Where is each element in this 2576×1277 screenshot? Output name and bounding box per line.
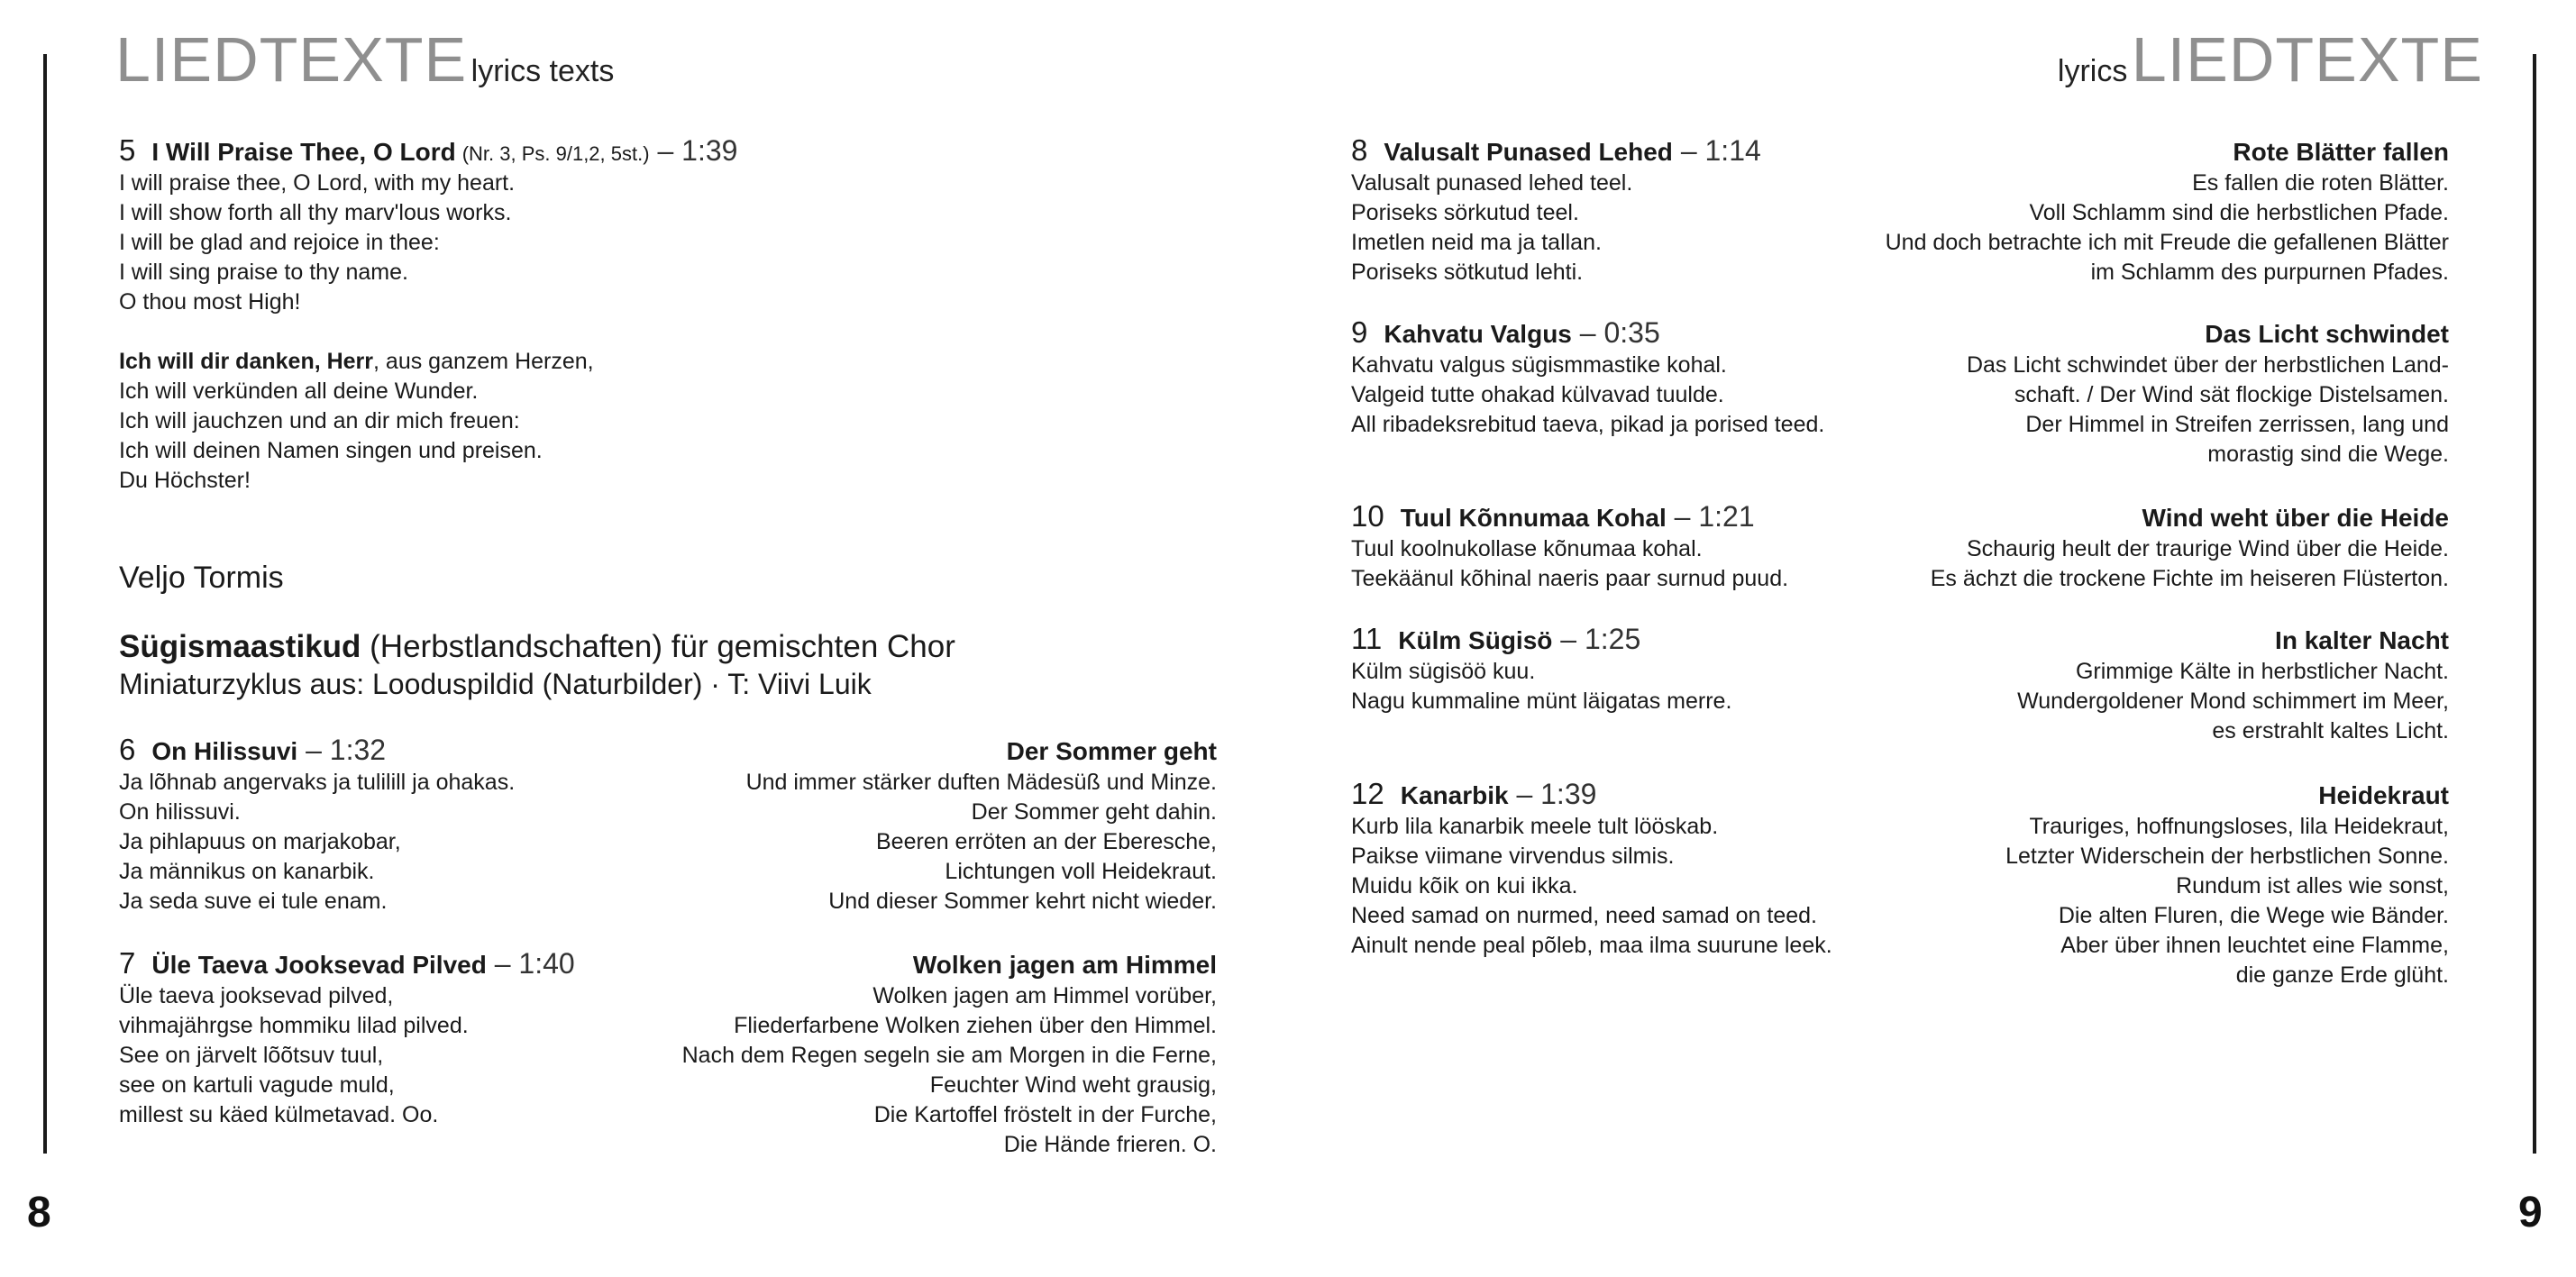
lyric-line: Kahvatu valgus sügismmastike kohal.: [1351, 352, 1727, 378]
song-10-header: 10 Tuul Kõnnumaa Kohal – 1:21 Wind weht über die Heide: [1351, 499, 2449, 533]
lyric-line: Und dieser Sommer kehrt nicht wieder.: [828, 889, 1217, 914]
header-liedtexte: LIEDTEXTE: [115, 24, 468, 95]
page-number-left: 8: [27, 1189, 51, 1236]
lyric-line: Aber über ihnen leuchtet eine Flamme,: [2060, 933, 2449, 958]
header-liedtexte: LIEDTEXTE: [2131, 24, 2483, 95]
cycle-title: Sügismaastikud (Herbstlandschaften) für gemischten Chor: [119, 629, 955, 664]
song-8-estonian-lines: [1351, 169, 1632, 287]
lyric-line: Imetlen neid ma ja tallan.: [1351, 230, 1602, 255]
song-6-estonian-lines: [119, 768, 515, 917]
lyric-line: Külm sügisöö kuu.: [1351, 659, 1536, 684]
song-duration: 1:39: [1540, 778, 1597, 810]
song-12-german-title: Heidekraut: [2318, 781, 2449, 809]
song-duration: 1:40: [518, 947, 575, 980]
lyric-line: morastig sind die Wege.: [2207, 442, 2449, 467]
lyric-line: Die Kartoffel fröstelt in der Furche,: [873, 1102, 1217, 1127]
header-lyrics: lyrics: [2057, 54, 2128, 88]
lyric-line: Nach dem Regen segeln sie am Morgen in die Ferne,: [681, 1043, 1217, 1068]
lyric-line: Teekäänul kõhinal naeris paar surnud puud.: [1351, 566, 1789, 591]
lyric-line: Feuchter Wind weht grausig,: [929, 1072, 1217, 1098]
song-8-german-lines: [1886, 169, 2449, 287]
header-lyrics-texts: lyrics texts: [470, 54, 615, 88]
song-12-estonian-lines: [1351, 812, 1832, 990]
lyric-line: On hilissuvi.: [119, 799, 241, 825]
lyric-line: Valusalt punased lehed teel.: [1351, 170, 1633, 196]
lyric-line: Und doch betrachte ich mit Freude die gefallenen Blätter: [1885, 230, 2449, 255]
lyric-line: Need samad on nurmed, need samad on teed.: [1351, 903, 1818, 928]
lyric-line: Valgeid tutte ohakad külvavad tuulde.: [1351, 382, 1724, 407]
lyric-line: Ich will jauchzen und an dir mich freuen:: [119, 408, 520, 433]
song-duration: 1:32: [329, 734, 387, 766]
lyric-line: Tuul koolnukollase kõnumaa kohal.: [1351, 536, 1703, 561]
song-6: [119, 734, 1217, 917]
song-11-german-lines: [2017, 657, 2449, 746]
lyric-line: Ja seda suve ei tule enam.: [119, 889, 388, 914]
song-number: 5: [119, 133, 136, 167]
lyric-line: millest su käed külmetavad. Oo.: [119, 1102, 439, 1127]
lyric-line: Trauriges, hoffnungsloses, lila Heidekraut,: [2029, 814, 2449, 839]
song-10-estonian-lines: [1351, 534, 1788, 594]
lyric-line: Üle taeva jooksevad pilved,: [119, 983, 394, 1008]
lyric-line: Schaurig heult der traurige Wind über die Heide.: [1966, 536, 2449, 561]
cycle-block: [119, 628, 955, 702]
song-title: Kanarbik: [1400, 781, 1509, 809]
song-duration: 1:25: [1584, 623, 1641, 655]
song-title: Tuul Kõnnumaa Kohal: [1400, 504, 1667, 532]
lyric-line: Ja männikus on kanarbik.: [119, 859, 375, 884]
song-7: [119, 948, 1217, 1160]
lyric-line: im Schlamm des purpurnen Pfades.: [2090, 260, 2449, 285]
lyric-line: I will sing praise to thy name.: [119, 260, 408, 285]
song-8: [1351, 135, 2449, 287]
song-6-german-lines: [746, 768, 1217, 917]
lyric-line: see on kartuli vagude muld,: [119, 1072, 395, 1098]
lyric-line: Die alten Fluren, die Wege wie Bänder.: [2058, 903, 2449, 928]
song-6-german-title: Der Sommer geht: [1006, 737, 1217, 765]
song-reference: (Nr. 3, Ps. 9/1,2, 5st.): [461, 142, 650, 165]
song-9-german-lines: [1967, 351, 2449, 470]
lyric-line: O thou most High!: [119, 289, 301, 315]
song-5-german-first-line: Ich will dir danken, Herr, aus ganzem Herzen,: [119, 349, 594, 374]
song-5-english-lines: [119, 169, 1201, 317]
lyric-line: vihmajährgse hommiku lilad pilved.: [119, 1013, 469, 1038]
song-title: Kahvatu Valgus: [1384, 320, 1572, 348]
page-number-right: 9: [2518, 1189, 2543, 1236]
song-8-german-title: Rote Blätter fallen: [2233, 138, 2449, 166]
lyric-line: See on järvelt lõõtsuv tuul,: [119, 1043, 384, 1068]
right-margin-rule: [2533, 54, 2536, 1154]
song-title: Külm Sügisö: [1398, 626, 1553, 654]
lyric-line: Ainult nende peal põleb, maa ilma suurune leek.: [1351, 933, 1832, 958]
lyric-line: Ja lõhnab angervaks ja tulilill ja ohakas.: [119, 770, 516, 795]
lyric-line: Ja pihlapuus on marjakobar,: [119, 829, 401, 854]
lyric-line: die ganze Erde glüht.: [2235, 962, 2449, 988]
left-margin-rule: [43, 54, 47, 1154]
lyric-line: I will be glad and rejoice in thee:: [119, 230, 440, 255]
lyric-line: Du Höchster!: [119, 468, 251, 493]
lyric-line: es erstrahlt kaltes Licht.: [2212, 718, 2449, 743]
song-duration: 1:39: [681, 134, 738, 167]
song-12-header: 12 Kanarbik – 1:39 Heidekraut: [1351, 777, 2449, 810]
cycle-subtitle: Miniaturzyklus aus: Looduspildid (Naturbilder) · T: Viivi Luik: [119, 668, 872, 700]
lyric-line: Voll Schlamm sind die herbstlichen Pfade.: [2029, 200, 2449, 225]
lyric-line: Und immer stärker duften Mädesüß und Minze.: [745, 770, 1217, 795]
lyric-line: Der Himmel in Streifen zerrissen, lang und: [2025, 412, 2449, 437]
song-9-german-title: Das Licht schwindet: [2205, 320, 2449, 348]
lyric-line: Lichtungen voll Heidekraut.: [945, 859, 1217, 884]
song-6-header: 6 On Hilissuvi – 1:32 Der Sommer geht: [119, 733, 1217, 766]
lyric-line: Wundergoldener Mond schimmert im Meer,: [2017, 689, 2449, 714]
lyric-line: Das Licht schwindet über der herbstlichen Land-: [1966, 352, 2449, 378]
song-title: Valusalt Punased Lehed: [1384, 138, 1673, 166]
lyric-line: Es fallen die roten Blätter.: [2192, 170, 2449, 196]
lyric-line: Ich will verkünden all deine Wunder.: [119, 379, 479, 404]
song-title: I Will Praise Thee, O Lord: [151, 138, 456, 166]
song-7-estonian-lines: [119, 981, 469, 1160]
right-header: [2058, 23, 2483, 96]
lyric-line: Letzter Widerschein der herbstlichen Sonne.: [2005, 844, 2449, 869]
lyric-line: schaft. / Der Wind sät flockige Distelsamen.: [2014, 382, 2449, 407]
lyric-line: Paikse viimane virvendus silmis.: [1351, 844, 1675, 869]
song-duration: 1:14: [1704, 134, 1761, 167]
song-title: Üle Taeva Jooksevad Pilved: [151, 951, 487, 979]
lyric-line: I will show forth all thy marv'lous works.: [119, 200, 512, 225]
song-10: [1351, 501, 2449, 594]
song-11-header: 11 Külm Sügisö – 1:25 In kalter Nacht: [1351, 622, 2449, 655]
lyric-line: Fliederfarbene Wolken ziehen über den Himmel.: [734, 1013, 1217, 1038]
lyric-line: All ribadeksrebitud taeva, pikad ja porised teed.: [1351, 412, 1825, 437]
song-duration: 1:21: [1698, 500, 1755, 533]
lyric-line: Der Sommer geht dahin.: [971, 799, 1217, 825]
right-page: [1288, 0, 2576, 1277]
lyric-line: Grimmige Kälte in herbstlicher Nacht.: [2075, 659, 2449, 684]
song-7-german-lines: [682, 981, 1217, 1160]
song-5-german-lines: [119, 377, 1201, 496]
composer-name: Veljo Tormis: [119, 561, 284, 595]
lyric-line: Nagu kummaline münt läigatas merre.: [1351, 689, 1732, 714]
song-12-german-lines: [2005, 812, 2449, 990]
lyric-line: Poriseks sörkutud teel.: [1351, 200, 1579, 225]
song-11-estonian-lines: [1351, 657, 1731, 746]
lyric-line: Rundum ist alles wie sonst,: [2176, 873, 2449, 898]
lyric-line: Poriseks sötkutud lehti.: [1351, 260, 1584, 285]
song-11: [1351, 624, 2449, 746]
song-duration: 0:35: [1603, 316, 1660, 349]
song-12: [1351, 779, 2449, 990]
song-9: [1351, 317, 2449, 470]
song-9-estonian-lines: [1351, 351, 1824, 470]
lyric-line: Es ächzt die trockene Fichte im heiseren Flüsterton.: [1930, 566, 2449, 591]
lyric-line: Wolken jagen am Himmel vorüber,: [872, 983, 1217, 1008]
lyric-line: Beeren erröten an der Eberesche,: [875, 829, 1217, 854]
song-7-german-title: Wolken jagen am Himmel: [912, 951, 1217, 979]
song-5: [119, 135, 1201, 496]
song-10-german-title: Wind weht über die Heide: [2142, 504, 2449, 532]
song-title: On Hilissuvi: [151, 737, 298, 765]
song-7-header: 7 Üle Taeva Jooksevad Pilved – 1:40 Wolken jagen am Himmel: [119, 946, 1217, 980]
lyric-line: Die Hände frieren. O.: [1003, 1132, 1217, 1157]
song-9-header: 9 Kahvatu Valgus – 0:35 Das Licht schwindet: [1351, 315, 2449, 349]
song-11-german-title: In kalter Nacht: [2275, 626, 2449, 654]
lyric-line: Kurb lila kanarbik meele tult lööskab.: [1351, 814, 1719, 839]
composer-block: [119, 563, 284, 593]
lyric-line: I will praise thee, O Lord, with my heart.: [119, 170, 516, 196]
lyric-line: Ich will deinen Namen singen und preisen.: [119, 438, 543, 463]
song-10-german-lines: [1931, 534, 2449, 594]
song-5-header: 5 I Will Praise Thee, O Lord (Nr. 3, Ps. 9/1,2, 5st.) – 1:39: [119, 133, 738, 167]
song-8-header: 8 Valusalt Punased Lehed – 1:14 Rote Blätter fallen: [1351, 133, 2449, 167]
left-header: [115, 23, 614, 96]
lyric-line: Muidu kõik on kui ikka.: [1351, 873, 1578, 898]
